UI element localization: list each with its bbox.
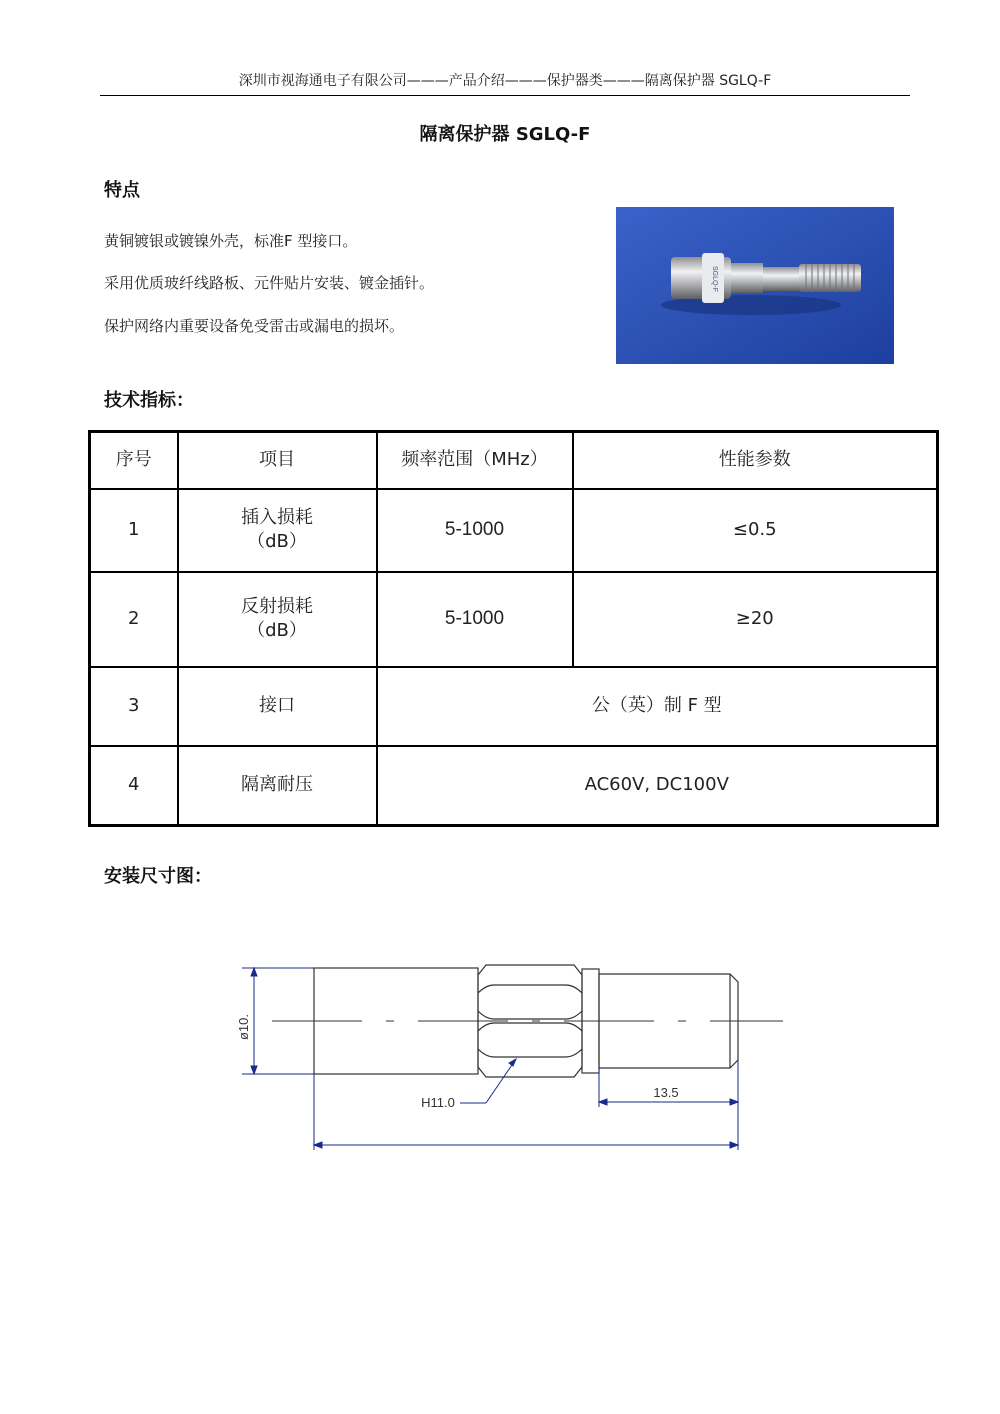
header-divider (100, 95, 910, 96)
table-row (90, 572, 938, 667)
page-title: 隔离保护器 SGLQ-F (419, 124, 591, 145)
dimension-thread-length: 13.5 (653, 1085, 679, 1100)
row-number: 3 (90, 667, 178, 746)
row-item: 隔离耐压 (178, 746, 377, 826)
row-item-unit: （dB） (247, 620, 307, 641)
column-header-no: 序号 (90, 432, 178, 489)
table-row (90, 746, 938, 826)
row-item-label: 插入损耗 (241, 506, 313, 528)
installation-drawing (228, 955, 788, 1155)
row-item-label: 反射损耗 (241, 595, 313, 617)
table-row (90, 667, 938, 746)
photo-label: SGLQ-F (711, 265, 718, 293)
features-heading: 特点 (104, 180, 140, 201)
row-item: 接口 (178, 667, 377, 746)
row-value: AC60V, DC100V (377, 746, 938, 826)
row-item (178, 572, 377, 667)
row-frequency: 5-1000 (377, 572, 573, 667)
feature-item-3: 保护网络内重要设备免受雷击或漏电的损坏。 (104, 317, 405, 335)
row-value: ≥20 (573, 572, 938, 667)
dimension-hex: H11.0 (421, 1095, 455, 1110)
feature-item-2: 采用优质玻纤线路板、元件贴片安装、镀金插针。 (104, 274, 435, 292)
column-header-value: 性能参数 (573, 432, 938, 489)
row-item (178, 489, 377, 572)
row-number: 4 (90, 746, 178, 826)
row-value: 公（英）制 F 型 (377, 667, 938, 746)
specs-heading: 技术指标： (104, 390, 194, 411)
table-header-row (90, 432, 938, 489)
page-header: 深圳市视海通电子有限公司———产品介绍———保护器类———隔离保护器 SGLQ-F (238, 73, 772, 89)
row-item-unit: （dB） (247, 531, 307, 552)
product-photo (616, 207, 894, 364)
feature-item-1: 黄铜镀银或镀镍外壳，标准F 型接口。 (104, 232, 358, 250)
row-value: ≤0.5 (573, 489, 938, 572)
row-frequency: 5-1000 (377, 489, 573, 572)
drawing-heading: 安装尺寸图： (104, 866, 212, 887)
dimension-diameter: ø10. (236, 1013, 251, 1041)
spec-table (88, 430, 939, 827)
row-number: 1 (90, 489, 178, 572)
table-row (90, 489, 938, 572)
column-header-item: 项目 (178, 432, 377, 489)
column-header-frequency: 频率范围（MHz） (377, 432, 573, 489)
row-number: 2 (90, 572, 178, 667)
